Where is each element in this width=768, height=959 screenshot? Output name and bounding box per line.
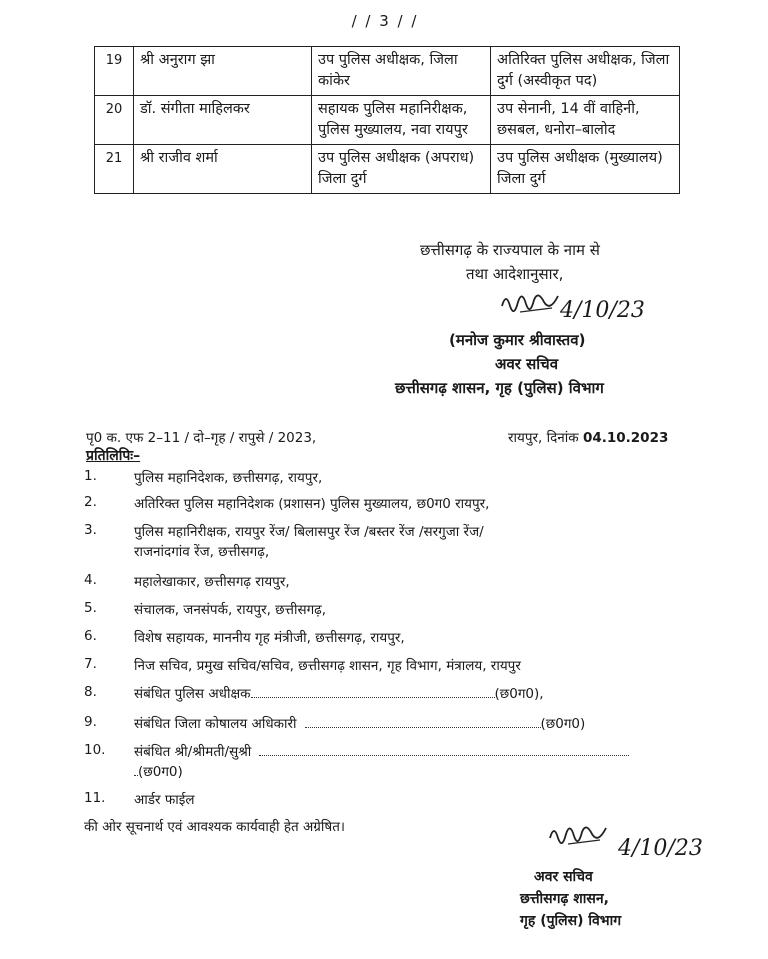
signature-scribble	[500, 288, 560, 322]
item-suffix: (छ0ग0)	[540, 716, 586, 732]
signature-scribble	[548, 820, 608, 854]
signature-date: 4/10/23	[560, 298, 645, 323]
reference-number: पृ0 क. एफ 2–11 / दो–गृह / रापुसे / 2023,	[86, 430, 317, 446]
item-suffix: (छ0ग0),	[494, 686, 544, 702]
item-text: पुलिस महानिदेशक, छत्तीसगढ़, रायपुर,	[134, 470, 323, 486]
item-text-block	[134, 522, 674, 562]
serial-number: 19	[95, 47, 134, 96]
table-row	[95, 47, 680, 96]
item-text: संबंधित श्री/श्रीमती/सुश्री	[134, 744, 252, 760]
item-text-block	[134, 684, 674, 704]
item-number: 6.	[84, 628, 97, 644]
item-text-block	[134, 742, 674, 782]
table-row	[95, 96, 680, 145]
item-text: संबंधित पुलिस अधीक्षक	[134, 686, 251, 702]
item-suffix: (छ0ग0)	[138, 764, 183, 780]
new-posting: उप पुलिस अधीक्षक (मुख्यालय) जिला दुर्ग	[491, 145, 680, 194]
serial-number: 21	[95, 145, 134, 194]
blank-fill-line	[305, 715, 541, 728]
closing-signatory	[520, 866, 720, 932]
item-number: 2.	[84, 494, 97, 510]
officer-designation: अवर सचिव	[495, 355, 559, 373]
officer-name: श्री अनुराग झा	[134, 47, 312, 96]
table-row	[95, 145, 680, 194]
item-number: 1.	[84, 468, 97, 484]
item-number: 7.	[84, 656, 97, 672]
officer-department: छत्तीसगढ़ शासन, गृह (पुलिस) विभाग	[395, 379, 604, 397]
item-text: आर्डर फाईल	[134, 792, 195, 808]
current-posting: सहायक पुलिस महानिरीक्षक, पुलिस मुख्यालय, नवा रायपुर	[312, 96, 491, 145]
date: 04.10.2023	[582, 430, 669, 446]
new-posting: अतिरिक्त पुलिस अधीक्षक, जिला दुर्ग (अस्वीकृत पद)	[491, 47, 680, 96]
officer-name: श्री राजीव शर्मा	[134, 145, 312, 194]
page-number: / / 3 / /	[351, 12, 419, 30]
authority-line: छत्तीसगढ़ के राज्यपाल के नाम से	[420, 241, 600, 259]
item-text: पुलिस महानिरीक्षक, रायपुर रेंज/ बिलासपुर रेंज /बस्तर रेंज /सरगुजा रेंज/	[134, 524, 484, 540]
closing-government: छत्तीसगढ़ शासन,	[520, 891, 609, 907]
item-text: संबंधित जिला कोषालय अधिकारी	[134, 716, 297, 732]
closing-department: गृह (पुलिस) विभाग	[520, 913, 622, 929]
reference-date	[508, 428, 668, 446]
new-posting: उप सेनानी, 14 वीं वाहिनी, छसबल, धनोरा–बालोद	[491, 96, 680, 145]
blank-fill-line	[251, 685, 495, 698]
authority-line: तथा आदेशानुसार,	[466, 265, 564, 283]
item-text-block	[134, 714, 674, 734]
item-number: 3.	[84, 522, 97, 538]
item-text: अतिरिक्त पुलिस महानिदेशक (प्रशासन) पुलिस मुख्यालय, छ0ग0 रायपुर,	[134, 496, 490, 512]
item-text: निज सचिव, प्रमुख सचिव/सचिव, छत्तीसगढ़ शासन, गृह विभाग, मंत्रालय, रायपुर	[134, 658, 521, 674]
place: रायपुर, दिनांक	[508, 430, 579, 446]
signature-date: 4/10/23	[618, 836, 703, 861]
current-posting: उप पुलिस अधीक्षक (अपराध) जिला दुर्ग	[312, 145, 491, 194]
signing-officer	[395, 328, 715, 400]
item-number: 8.	[84, 684, 97, 700]
item-text: संचालक, जनसंपर्क, रायपुर, छत्तीसगढ़,	[134, 602, 327, 618]
serial-number: 20	[95, 96, 134, 145]
item-number: 9.	[84, 714, 97, 730]
item-number: 5.	[84, 600, 97, 616]
copy-heading: प्रतिलिपिः–	[86, 448, 141, 464]
handwritten-signature	[548, 820, 608, 860]
transfer-table	[94, 46, 680, 194]
item-number: 4.	[84, 572, 97, 588]
officer-name: डॉ. संगीता माहिलकर	[134, 96, 312, 145]
current-posting: उप पुलिस अधीक्षक, जिला कांकेर	[312, 47, 491, 96]
item-text-continued: राजनांदगांव रेंज, छत्तीसगढ़,	[134, 544, 270, 560]
item-number: 11.	[84, 790, 106, 806]
handwritten-signature	[500, 288, 560, 328]
item-text: विशेष सहायक, माननीय गृह मंत्रीजी, छत्तीसगढ़, रायपुर,	[134, 630, 405, 646]
forwarding-note: की ओर सूचनार्थ एवं आवश्यक कार्यवाही हेत अग्रेषित।	[84, 819, 346, 835]
item-number: 10.	[84, 742, 106, 758]
officer-name: (मनोज कुमार श्रीवास्तव)	[449, 331, 586, 349]
item-text: महालेखाकार, छत्तीसगढ़ रायपुर,	[134, 574, 290, 590]
closing-designation: अवर सचिव	[534, 869, 593, 885]
blank-fill-line	[259, 743, 629, 756]
order-authority	[420, 238, 700, 286]
